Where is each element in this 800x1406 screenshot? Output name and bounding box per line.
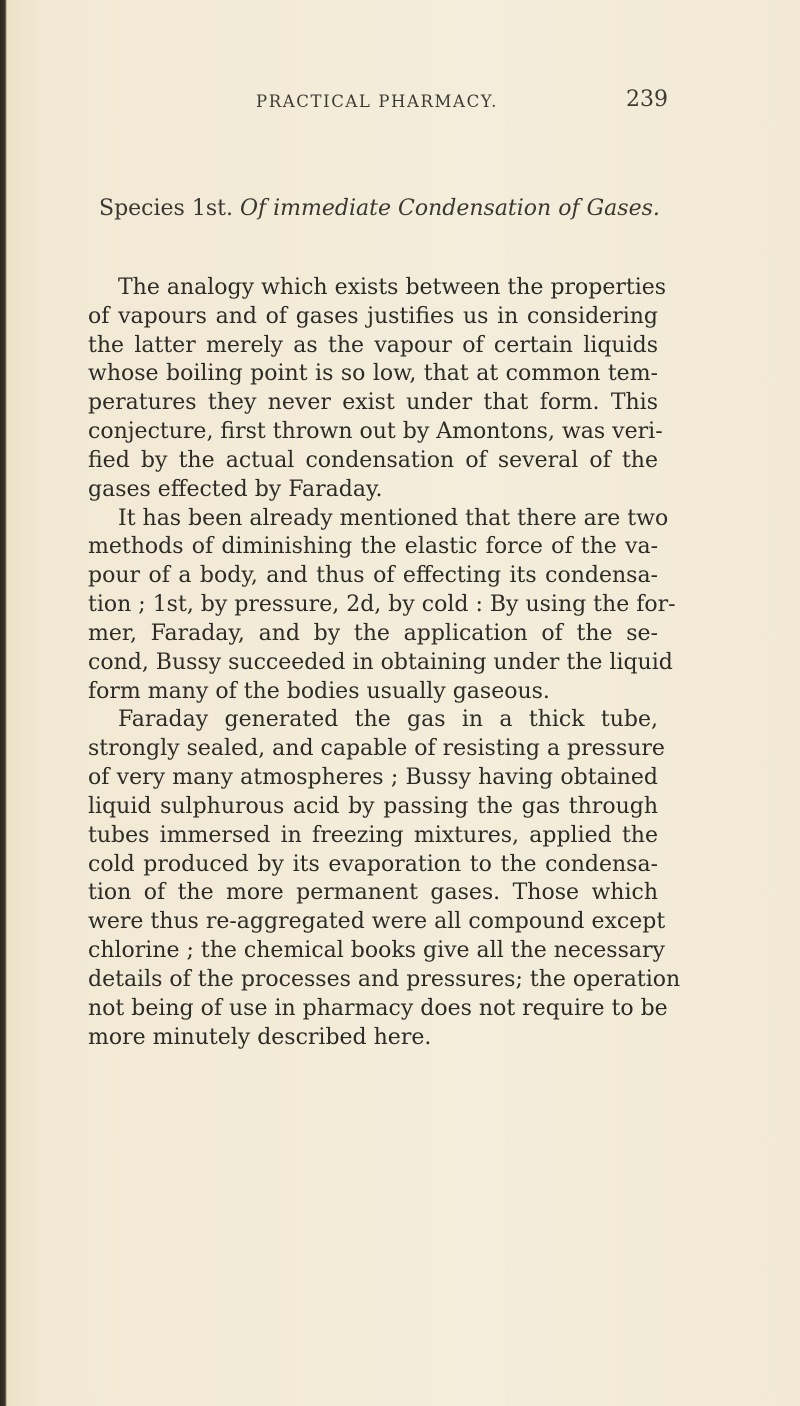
text-line: form many of the bodies usually gaseous.	[88, 678, 550, 704]
text-line: tion ; 1st, by pressure, 2d, by cold : By using the for-	[88, 592, 676, 618]
running-head	[0, 78, 800, 118]
body-text	[88, 274, 681, 1052]
text-line: details of the processes and pressures; the operation	[88, 966, 681, 992]
paper-speck	[637, 1292, 643, 1300]
text-line: were thus re-aggregated were all compound except	[88, 909, 666, 935]
text-line: gases effected by Faraday.	[88, 476, 383, 502]
text-line: of vapours and of gases justifies us in considering	[88, 303, 658, 329]
text-line: liquid sulphurous acid by passing the gas through	[88, 793, 658, 819]
text-line: It has been already mentioned that there are two	[118, 505, 669, 531]
text-line: peratures they never exist under that form. This	[88, 390, 658, 416]
text-line: conjecture, first thrown out by Amontons, was veri-	[88, 419, 663, 445]
section-number: Species 1st.	[99, 196, 233, 221]
text-line: cond, Bussy succeeded in obtaining under the liquid	[88, 649, 673, 675]
running-title: PRACTICAL PHARMACY.	[256, 92, 499, 111]
text-line: not being of use in pharmacy does not require to be	[88, 995, 668, 1021]
text-line: The analogy which exists between the properties	[118, 275, 667, 300]
text-line: Faraday generated the gas in a thick tube,	[118, 707, 658, 733]
text-line: more minutely described here.	[88, 1024, 432, 1050]
text-line: mer, Faraday, and by the application of the se-	[88, 620, 658, 646]
text-line: cold produced by its evaporation to the condensa-	[88, 851, 658, 877]
page-number: 239	[626, 87, 668, 112]
text-line: fied by the actual condensation of several of the	[88, 447, 658, 473]
section-title: Of immediate Condensation of Gases.	[239, 196, 660, 221]
text-line: whose boiling point is so low, that at common tem-	[88, 361, 658, 387]
text-line: pour of a body, and thus of effecting its condensa-	[88, 563, 658, 589]
text-line: methods of diminishing the elastic force of the va-	[88, 534, 658, 560]
text-line: tion of the more permanent gases. Those which	[88, 880, 658, 906]
text-line: of very many atmospheres ; Bussy having obtained	[88, 765, 658, 791]
text-line: the latter merely as the vapour of certain liquids	[88, 332, 658, 358]
text-line: tubes immersed in freezing mixtures, applied the	[88, 822, 658, 848]
section-heading	[99, 196, 660, 221]
text-line: chlorine ; the chemical books give all the necessary	[88, 938, 665, 964]
text-line: strongly sealed, and capable of resisting a pressure	[88, 736, 665, 762]
